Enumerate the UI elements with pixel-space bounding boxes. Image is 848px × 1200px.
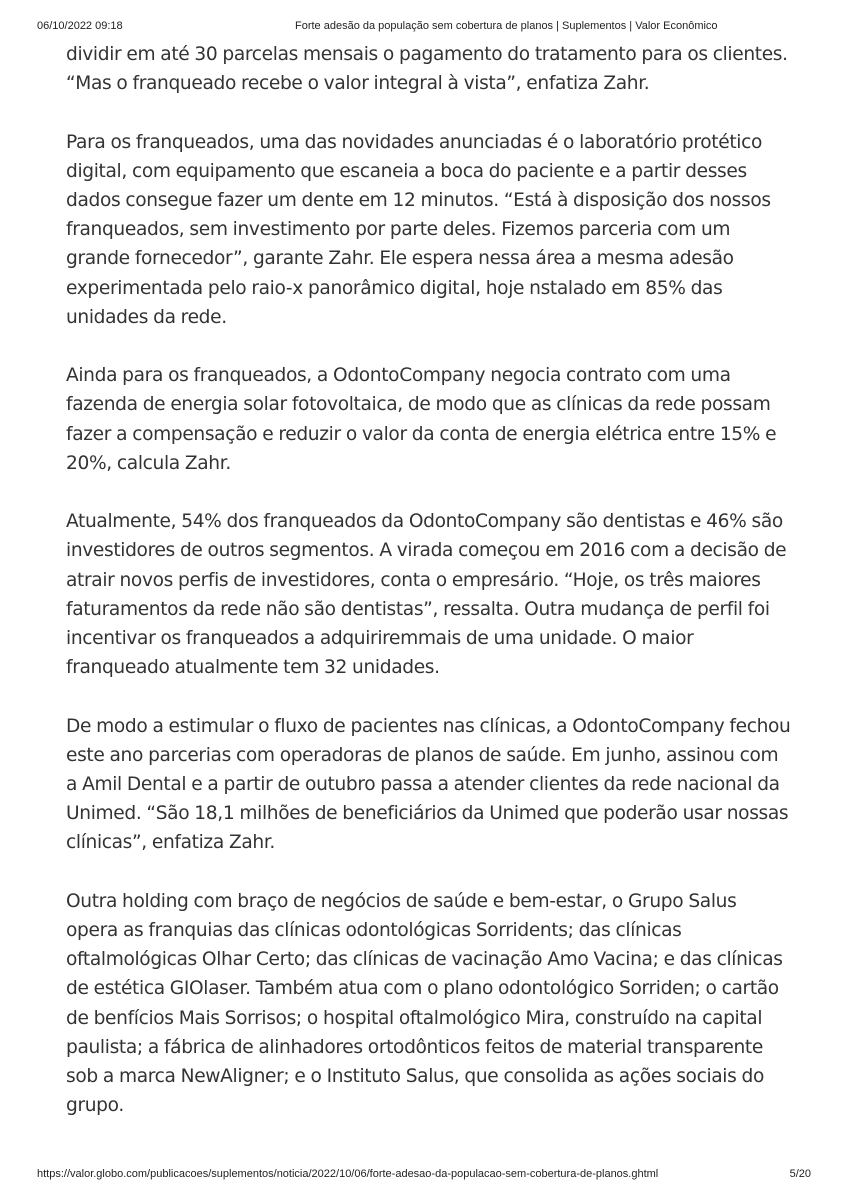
article-paragraph: Atualmente, 54% dos franqueados da OdontoCompany são dentistas e 46% são investidores de outros segmentos. A virada começou em 2016 com a decisão de atrair novos perfis de investidores, conta o empresário. “Hoje, os três maiores faturamentos da rede não são dentistas”, ressalta. Outra mudança de perfil foi incentivar os franqueados a adquiriremmais de uma unidade. O maior franqueado atualmente tem 32 unidades. [66,511,787,679]
print-datetime: 06/10/2022 09:18 [37,20,123,32]
article-body [66,40,791,1150]
article-paragraph: dividir em até 30 parcelas mensais o pagamento do tratamento para os clientes. “Mas o franqueado recebe o valor integral à vista”, enfatiza Zahr. [66,44,788,95]
print-footer [37,1168,811,1184]
article-paragraph: Outra holding com braço de negócios de saúde e bem-estar, o Grupo Salus opera as franquias das clínicas odontológicas Sorridents; das clínicas oftalmológicas Olhar Certo; das clínicas de vacinação Amo Vacina; e das clínicas de estética GIOlaser. Também atua com o plano odontológico Sorriden; o cartão de benfícios Mais Sorrisos; o hospital oftalmológico Mira, construído na capital paulista; a fábrica de alinhadores ortodônticos feitos de material transparente sob a marca NewAligner; e o Instituto Salus, que consolida as ações sociais do grupo. [66,890,783,1117]
article-paragraph: Ainda para os franqueados, a OdontoCompany negocia contrato com uma fazenda de energia solar fotovoltaica, de modo que as clínicas da rede possam fazer a compensação e reduzir o valor da conta de energia elétrica entre 15% e 20%, calcula Zahr. [66,365,777,474]
print-header [37,20,811,36]
page-url[interactable]: https://valor.globo.com/publicacoes/suplementos/noticia/2022/10/06/forte-adesao-da-populacao-sem-cobertura-de-planos.ghtml [37,1168,659,1180]
article-paragraph: De modo a estimular o fluxo de pacientes nas clínicas, a OdontoCompany fechou este ano parcerias com operadoras de planos de saúde. Em junho, assinou com a Amil Dental e a partir de outubro passa a atender clientes da rede nacional da Unimed. “São 18,1 milhões de beneficiários da Unimed que poderão usar nossas clínicas”, enfatiza Zahr. [66,715,791,854]
document-title: Forte adesão da população sem cobertura de planos | Suplementos | Valor Econômico [295,20,718,32]
page-number: 5/20 [789,1168,811,1180]
article-paragraph: Para os franqueados, uma das novidades anunciadas é o laboratório protético digital, com equipamento que escaneia a boca do paciente e a partir desses dados consegue fazer um dente em 12 minutos. “Está à disposição dos nossos franqueados, sem investimento por parte deles. Fizemos parceria com um grande fornecedor”, garante Zahr. Ele espera nessa área a mesma adesão experimentada pelo raio-x panorâmico digital, hoje nstalado em 85% das unidades da rede. [66,131,771,328]
